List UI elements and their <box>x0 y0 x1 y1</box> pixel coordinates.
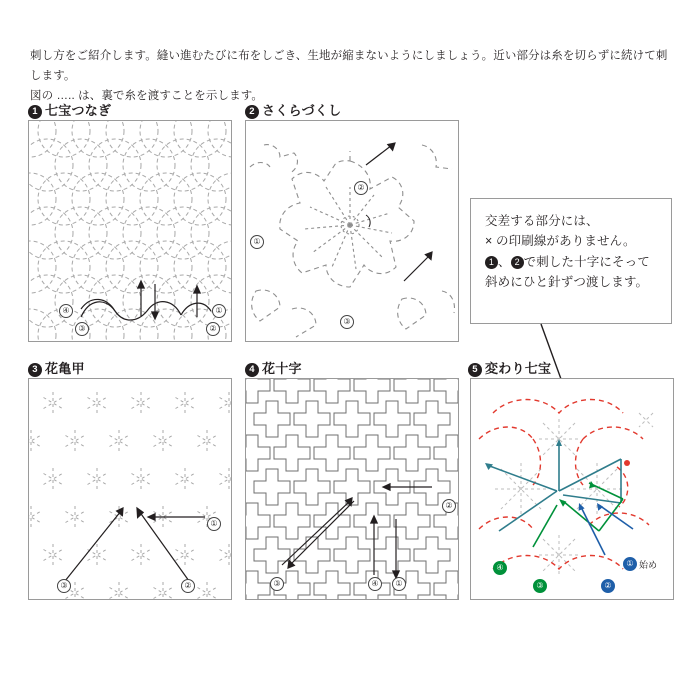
panel-2-heading <box>245 100 341 119</box>
hanakikko-svg <box>29 379 231 599</box>
panel-4-number: 4 <box>245 363 259 377</box>
panel-5-label-4: ④ <box>493 561 507 575</box>
panel-5-label-2: ② <box>601 579 615 593</box>
panel-5-title: 変わり七宝 <box>485 361 552 376</box>
panel-4-diagram <box>245 378 459 600</box>
panel-1-number: 1 <box>28 105 42 119</box>
panel-2-number: 2 <box>245 105 259 119</box>
callout-line-1: 交差する部分には、 <box>485 214 599 228</box>
panel-1-label-2: ② <box>206 322 220 336</box>
callout-badge-2: 2 <box>511 256 524 269</box>
panel-1-title: 七宝つなぎ <box>45 103 112 118</box>
callout-line-4: 斜めにひと針ずつ渡します。 <box>485 274 649 289</box>
intro-line-2: 図の ….. は、裏で糸を渡すことを示します。 <box>30 90 264 103</box>
panel-2-label-2: ② <box>354 181 368 195</box>
panel-3-number: 3 <box>28 363 42 377</box>
intro-line-1: 刺し方をご紹介します。縫い進むたびに布をしごき、生地が縮まないようにしましょう。近い部分は糸を切らずに続けて刺します。 <box>30 50 668 83</box>
panel-2-diagram <box>245 120 459 342</box>
callout-line-2: × の印刷線がありません。 <box>485 234 636 249</box>
panel-3-title: 花亀甲 <box>45 361 85 376</box>
panel-1-diagram <box>28 120 232 342</box>
panel-1-label-1: ① <box>212 304 226 318</box>
callout-badge-1: 1 <box>485 256 498 269</box>
panel-5-label-1: ① <box>623 557 637 571</box>
panel-4-label-1: ① <box>392 577 406 591</box>
panel-3-label-2: ② <box>181 579 195 593</box>
panel-5-label-3: ③ <box>533 579 547 593</box>
panel-2-title: さくらづくし <box>262 103 342 118</box>
panel-3-label-1: ① <box>207 517 221 531</box>
callout-line-3 <box>485 252 659 272</box>
panel-5-diagram <box>470 378 674 600</box>
panel-4-label-2: ② <box>442 499 456 513</box>
callout-line-3-mid: 、 <box>498 254 511 269</box>
panel-2-label-1: ① <box>250 235 264 249</box>
panel-3-heading <box>28 358 85 377</box>
panel-5-heading <box>468 358 551 377</box>
panel-1-label-3: ③ <box>75 322 89 336</box>
callout-line-3-end: で刺した十字にそって <box>523 254 650 269</box>
panel-5-number: 5 <box>468 363 482 377</box>
panel-1-heading <box>28 100 111 119</box>
callout-box <box>470 198 672 324</box>
panel-2-label-3: ③ <box>340 315 354 329</box>
hanajuji-svg <box>246 379 458 599</box>
panel-1-label-4: ④ <box>59 304 73 318</box>
panel-4-label-4: ④ <box>368 577 382 591</box>
intro-text <box>30 46 670 106</box>
panel-5-start-label: 始め <box>639 560 658 570</box>
panel-3-diagram <box>28 378 232 600</box>
panel-4-label-3: ③ <box>270 577 284 591</box>
sakura-zukushi-svg <box>246 121 458 341</box>
panel-3-label-3: ③ <box>57 579 71 593</box>
panel-4-heading <box>245 358 302 377</box>
panel-4-title: 花十字 <box>262 361 302 376</box>
